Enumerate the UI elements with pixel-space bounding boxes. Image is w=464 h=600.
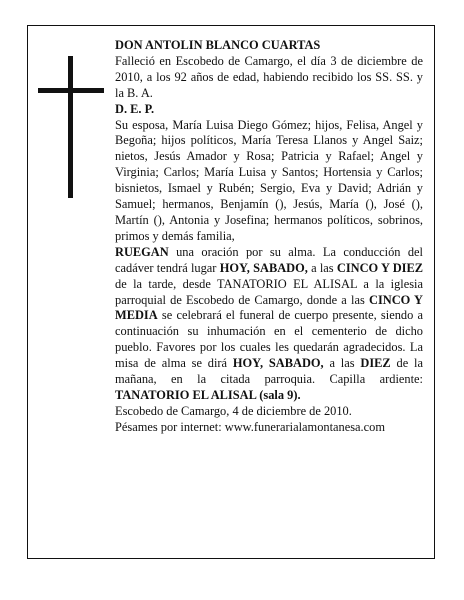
at-text-2: a las [323,356,361,371]
cross-icon [38,56,104,198]
prayer-text: una oración por su alma. La conducción del cadáver tendrá lugar [115,244,423,275]
mass-text: de la mañana, en la citada parroquia. Capilla ardiente: [115,356,423,387]
death-notice: Falleció en Escobedo de Camargo, el día 3 de diciembre de 2010, a los 92 años de edad, habiendo recibido los SS. SS. y la B. A. [115,53,423,100]
cross-horizontal-bar [38,88,104,93]
funeral-day-1: HOY, SABADO, [219,260,308,275]
family-list: Su esposa, María Luisa Diego Gómez; hijos, Felisa, Angel y Begoña; hijos políticos, María Teresa Llanos y Angel Saiz; nietos, Jesús Amador y Rosa; Patricia y Rafael; Angel y Virginia; Carlos; María Luisa y Santos; Hortensia y Carlos; bisnietos, Ismael y Rubén; Sergio, Eva y David; Adrián y Samuel; hermanos, Benjamín (), Jesús, María (), José (), Martín (), Antonia y Josefina; hermanos políticos, sobrinos, primos y demás familia, [115,117,423,243]
date-line: Escobedo de Camargo, 4 de diciembre de 2010. [115,403,352,418]
funeral-text-1: de la tarde, desde TANATORIO EL ALISAL a la iglesia parroquial de Escobedo de Camargo, donde a las [115,276,423,307]
cross-vertical-bar [68,56,73,198]
at-text-1: a las [307,260,337,275]
funeral-text-2: se celebrará el funeral de cuerpo presente, siendo a continuación su inhumación en el cementerio de dicho pueblo. Favores por los cuales les quedarán agradecidos. La misa de alma se dirá [115,308,423,371]
soul-mass-time: DIEZ [360,356,391,371]
condolences-line: Pésames por internet: www.funerarialamontanesa.com [115,419,385,434]
funeral-day-2: HOY, SABADO, [232,356,324,371]
chapel-location: TANATORIO EL ALISAL (sala 9). [115,387,301,402]
funeral-mass-time: CINCO Y MEDIA [115,292,424,323]
dep-line: D. E. P. [115,101,155,116]
funeral-transfer-time: CINCO Y DIEZ [336,260,423,275]
obituary-text [115,38,423,436]
ruegan-text: RUEGAN [115,244,169,259]
family-paragraph [115,118,423,404]
deceased-name: DON ANTOLIN BLANCO CUARTAS [115,38,321,52]
